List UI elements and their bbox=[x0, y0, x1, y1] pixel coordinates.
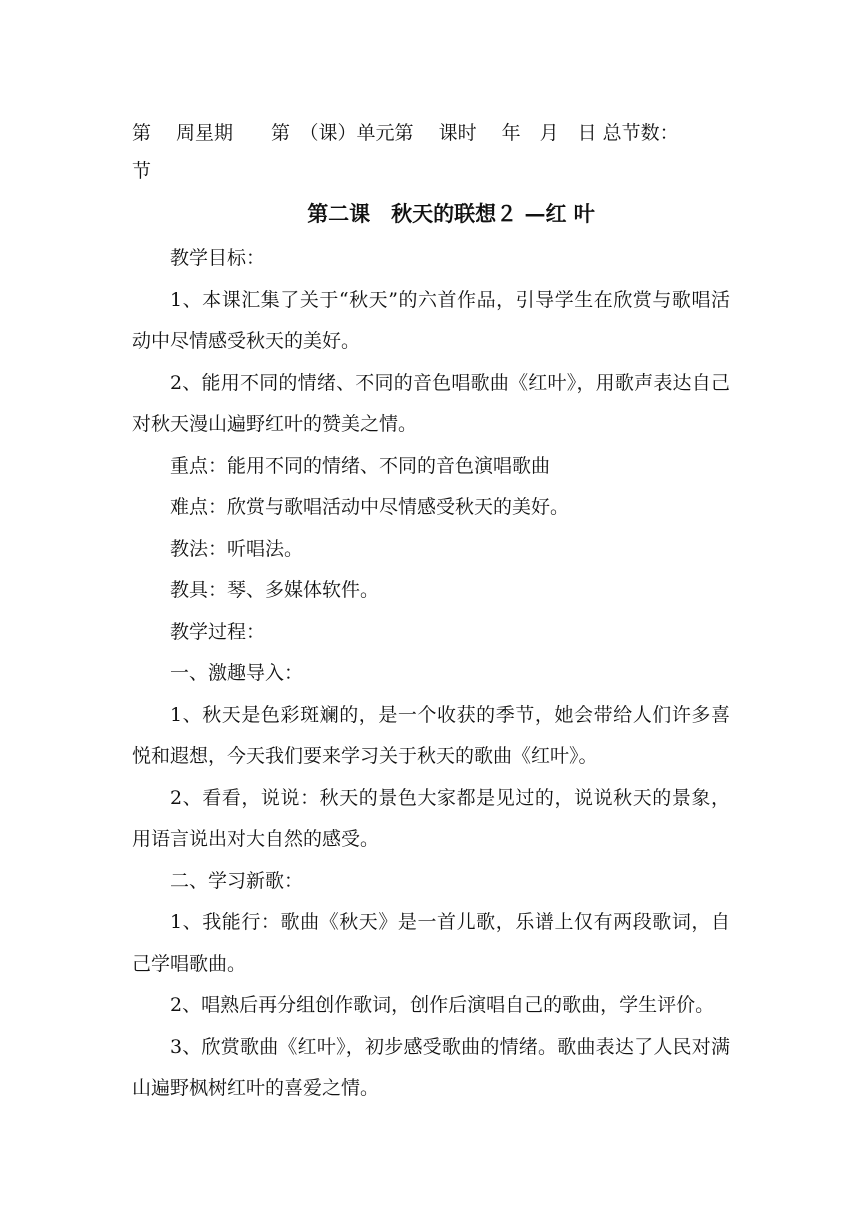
paragraph-section-1-item-1: 1、秋天是色彩斑斓的，是一个收获的季节，她会带给人们许多喜悦和遐想，今天我们要来学习关于秋天的歌曲《红叶》。 bbox=[132, 703, 730, 767]
paragraph-objectives-heading: 教学目标： bbox=[170, 247, 266, 269]
paragraph-method: 教法：听唱法。 bbox=[170, 537, 304, 560]
paragraph-key-point: 重点：能用不同的情绪、不同的音色演唱歌曲 bbox=[170, 454, 551, 477]
paragraph-difficulty: 难点：欣赏与歌唱活动中尽情感受秋天的美好。 bbox=[170, 496, 570, 518]
paragraph-section-2-item-2: 2、唱熟后再分组创作歌词，创作后演唱自己的歌曲，学生评价。 bbox=[170, 994, 715, 1016]
lesson-header-continued: 节 bbox=[132, 160, 152, 182]
lesson-title: 第二课 秋天的联想２ —红 叶 bbox=[307, 201, 595, 226]
paragraph-section-1-heading: 一、激趣导入： bbox=[170, 662, 304, 684]
paragraph-section-2-item-3: 3、欣赏歌曲《红叶》，初步感受歌曲的情绪。歌曲表达了人民对满山遍野枫树红叶的喜爱之情。 bbox=[132, 1035, 730, 1099]
paragraph-objective-2: 2、能用不同的情绪、不同的音色唱歌曲《红叶》，用歌声表达自己对秋天漫山遍野红叶的赞美之情。 bbox=[132, 371, 730, 435]
paragraph-process-heading: 教学过程： bbox=[170, 620, 266, 643]
paragraph-tools: 教具：琴、多媒体软件。 bbox=[170, 579, 380, 601]
paragraph-section-2-heading: 二、学习新歌： bbox=[170, 869, 304, 892]
paragraph-objective-1: 1、本课汇集了关于“秋天”的六首作品，引导学生在欣赏与歌唱活动中尽情感受秋天的美好。 bbox=[132, 288, 730, 352]
lesson-header: 第 周星期 第 （课）单元第 课时 年 月 日 总节数： bbox=[132, 122, 679, 144]
paragraph-section-1-item-2: 2、看看，说说：秋天的景色大家都是见过的，说说秋天的景象，用语言说出对大自然的感受。 bbox=[132, 786, 730, 850]
paragraph-section-2-item-1: 1、我能行：歌曲《秋天》是一首儿歌，乐谱上仅有两段歌词，自己学唱歌曲。 bbox=[132, 911, 730, 975]
document-page bbox=[132, 112, 730, 1110]
